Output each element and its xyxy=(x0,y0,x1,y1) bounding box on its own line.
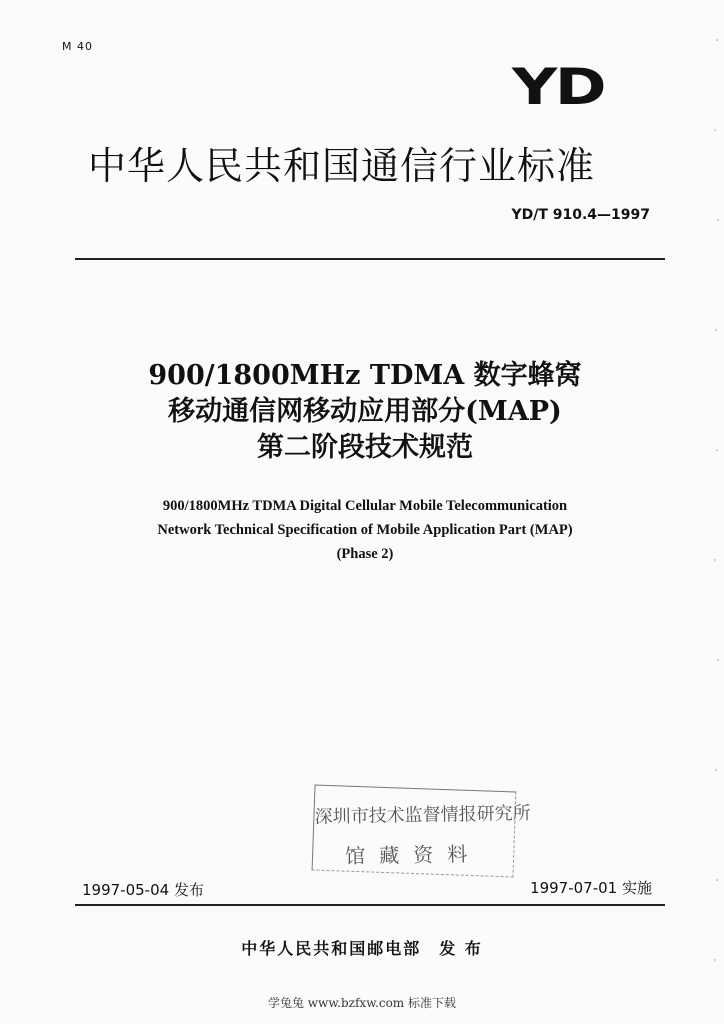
stamp-institution: 深圳市技术监督情报研究所 xyxy=(314,802,531,828)
classification-code: M 40 xyxy=(62,40,93,53)
bottom-divider xyxy=(75,904,665,906)
english-title xyxy=(60,494,670,566)
standard-category-title: 中华人民共和国通信行业标准 xyxy=(88,144,596,188)
yd-logo: YD xyxy=(512,58,605,116)
document-number: YD/T 910.4—1997 xyxy=(511,207,650,223)
chinese-title-line: 第二阶段技术规范 xyxy=(257,432,473,463)
stamp-label: 馆藏资料 xyxy=(345,841,482,869)
english-title-line: (Phase 2) xyxy=(336,546,394,562)
english-title-line: 900/1800MHz TDMA Digital Cellular Mobile Telecommunication xyxy=(162,498,568,514)
download-watermark: 学兔兔 www.bzfxw.com 标准下载 xyxy=(267,996,457,1010)
chinese-title-line: 900/1800MHz TDMA 数字蜂窝 xyxy=(148,360,582,391)
english-title-line: Network Technical Specification of Mobile Application Part (MAP) xyxy=(157,522,573,538)
top-divider xyxy=(75,258,665,260)
effective-date: 1997-07-01 实施 xyxy=(530,879,652,897)
publisher: 中华人民共和国邮电部 发 布 xyxy=(241,939,483,958)
chinese-title-line: 移动通信网移动应用部分(MAP) xyxy=(168,396,562,427)
scan-edge-noise xyxy=(708,0,722,1024)
library-stamp xyxy=(312,785,531,878)
chinese-title xyxy=(60,358,670,466)
issue-date: 1997-05-04 发布 xyxy=(82,881,204,899)
